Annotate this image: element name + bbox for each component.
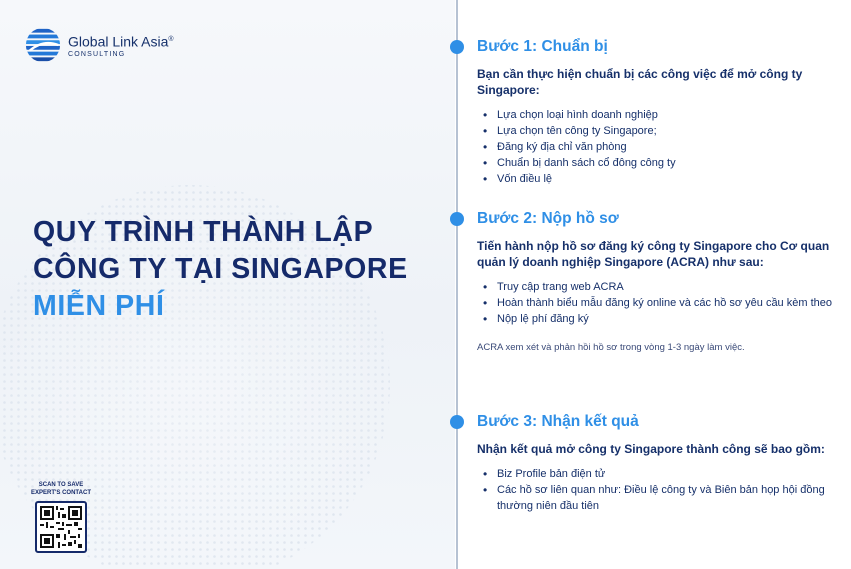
list-item: • Lựa chọn tên công ty Singapore; (477, 123, 837, 139)
step-2-note: ACRA xem xét và phản hồi hồ sơ trong vòng 1-3 ngày làm việc. (477, 342, 745, 353)
qr-caption-line-1: SCAN TO SAVE (38, 482, 84, 488)
brand-tagline: CONSULTING (68, 50, 126, 58)
step-2-list (477, 279, 837, 327)
hero-title-line-2: CÔNG TY TẠI SINGAPORE (33, 253, 408, 285)
step-3-intro: Nhận kết quả mở công ty Singapore thành công sẽ bao gồm: (477, 442, 825, 456)
step-3-title: Bước 3: Nhận kết quả (477, 413, 639, 430)
qr-caption-line-2: EXPERT'S CONTACT (31, 490, 91, 496)
timeline-line (456, 0, 458, 569)
step-1-list (477, 107, 837, 187)
trademark-symbol: ® (168, 36, 174, 44)
list-item: • Nộp lệ phí đăng ký (477, 311, 837, 327)
timeline-dot-icon (450, 415, 464, 429)
step-3-list (477, 466, 837, 514)
step-2-title: Bước 2: Nộp hồ sơ (477, 210, 619, 227)
brand-name: Global Link Asia (68, 33, 169, 50)
list-item: • Biz Profile bản điện tử (477, 466, 837, 482)
list-item: • Chuẩn bị danh sách cổ đông công ty (477, 155, 837, 171)
step-2-intro: Tiến hành nộp hồ sơ đăng ký công ty Singapore cho Cơ quan quản lý doanh nghiệp Singapore (ACRA) như sau: (477, 239, 830, 269)
step-2 (477, 209, 837, 354)
timeline-dot-icon (450, 40, 464, 54)
list-item: • Vốn điều lệ (477, 171, 837, 187)
hero-title (33, 214, 408, 325)
list-item: • Các hồ sơ liên quan như: Điều lệ công ty và Biên bản họp hội đồng thường niên đầu tiên (477, 482, 837, 514)
globe-stripes-icon (24, 26, 62, 64)
list-item: • Lựa chọn loại hình doanh nghiệp (477, 107, 837, 123)
list-item: • Hoàn thành biểu mẫu đăng ký online và các hồ sơ yêu cầu kèm theo (477, 295, 837, 311)
hero-title-line-3: MIỄN PHÍ (33, 290, 165, 322)
step-1-title: Bước 1: Chuẩn bị (477, 38, 608, 55)
qr-code[interactable] (35, 501, 87, 553)
brand-logo (24, 26, 174, 64)
qr-code-icon (40, 506, 82, 548)
list-item: • Đăng ký địa chỉ văn phòng (477, 139, 837, 155)
step-3 (477, 412, 837, 514)
step-1-intro: Bạn cần thực hiện chuẩn bị các công việc để mở công ty Singapore: (477, 67, 803, 97)
step-1 (477, 37, 837, 187)
list-item: • Truy cập trang web ACRA (477, 279, 837, 295)
timeline-dot-icon (450, 212, 464, 226)
qr-contact-block (24, 481, 98, 553)
hero-title-line-1: QUY TRÌNH THÀNH LẬP (33, 216, 374, 248)
